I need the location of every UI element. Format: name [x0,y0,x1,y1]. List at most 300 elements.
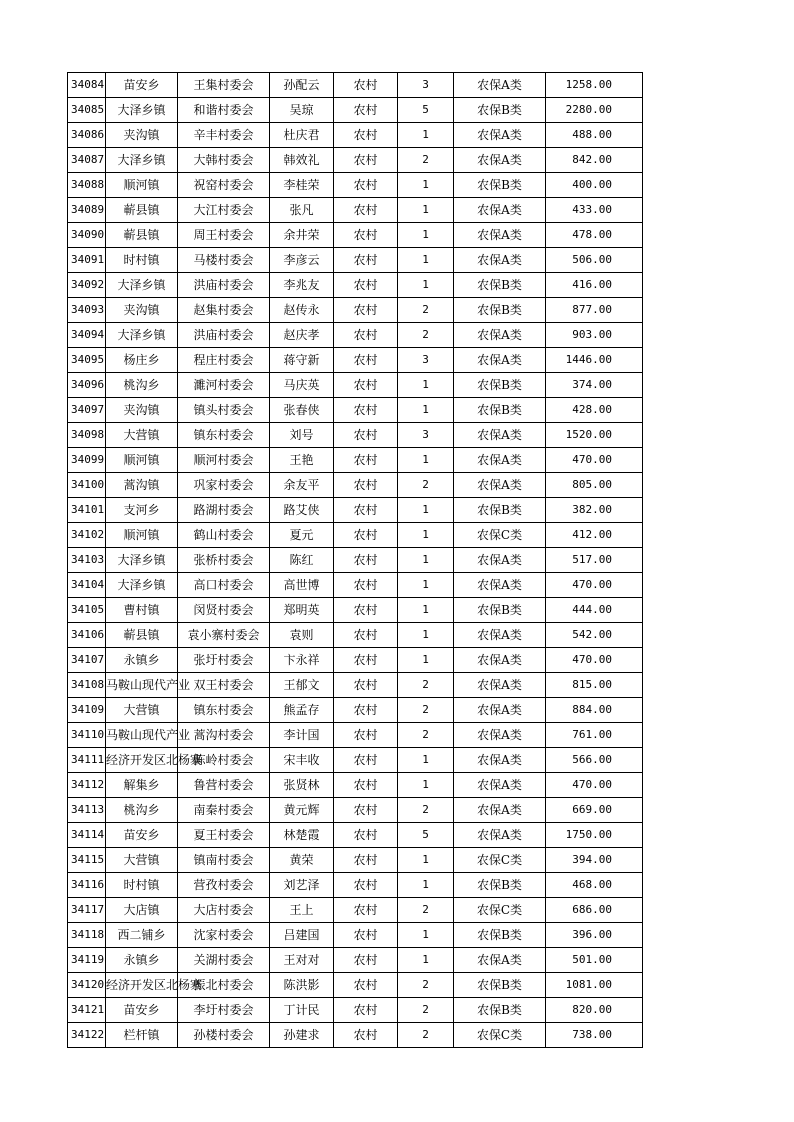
insurance-category-cell: 农保B类 [454,973,546,998]
amount-cell: 761.00 [546,723,643,748]
amount-cell: 669.00 [546,798,643,823]
table-row [68,798,643,823]
recipient-name-cell: 郑明英 [270,598,334,623]
record-id: 34105 [68,598,106,623]
township-cell: 曹村镇 [106,598,178,623]
insurance-category-cell: 农保B类 [454,923,546,948]
household-type-cell: 农村 [334,823,398,848]
amount-cell: 542.00 [546,623,643,648]
table-row [68,773,643,798]
record-id: 34116 [68,873,106,898]
township-cell: 蒿沟镇 [106,473,178,498]
household-type-cell: 农村 [334,773,398,798]
township-cell: 大泽乡镇 [106,148,178,173]
village-committee-cell: 闵贤村委会 [178,598,270,623]
amount-cell: 470.00 [546,648,643,673]
household-size-cell: 2 [398,673,454,698]
table-row [68,373,643,398]
record-id: 34117 [68,898,106,923]
township-cell: 苗安乡 [106,823,178,848]
village-committee-cell: 周王村委会 [178,223,270,248]
insurance-category-cell: 农保B类 [454,273,546,298]
township-cell: 蕲县镇 [106,223,178,248]
household-size-cell: 2 [398,973,454,998]
insurance-category-cell: 农保B类 [454,98,546,123]
township-cell: 大店镇 [106,898,178,923]
table-row [68,823,643,848]
village-committee-cell: 祝窑村委会 [178,173,270,198]
village-committee-cell: 路湖村委会 [178,498,270,523]
amount-cell: 903.00 [546,323,643,348]
recipient-name-cell: 李桂荣 [270,173,334,198]
record-id: 34101 [68,498,106,523]
household-size-cell: 1 [398,273,454,298]
recipient-name-cell: 马庆英 [270,373,334,398]
household-type-cell: 农村 [334,998,398,1023]
table-row [68,973,643,998]
record-id: 34093 [68,298,106,323]
amount-cell: 400.00 [546,173,643,198]
township-cell: 桃沟乡 [106,373,178,398]
township-cell: 苗安乡 [106,73,178,98]
insurance-category-cell: 农保C类 [454,848,546,873]
amount-cell: 2280.00 [546,98,643,123]
township-cell: 大营镇 [106,848,178,873]
record-id: 34109 [68,698,106,723]
recipient-name-cell: 高世博 [270,573,334,598]
household-size-cell: 2 [398,148,454,173]
household-size-cell: 2 [398,473,454,498]
table-row [68,748,643,773]
insurance-category-cell: 农保A类 [454,723,546,748]
village-committee-cell: 大韩村委会 [178,148,270,173]
household-type-cell: 农村 [334,423,398,448]
roster-body [68,73,643,1048]
welfare-roster-table [67,72,643,1048]
recipient-name-cell: 赵庆孝 [270,323,334,348]
amount-cell: 382.00 [546,498,643,523]
township-cell: 栏杆镇 [106,1023,178,1048]
household-size-cell: 1 [398,598,454,623]
insurance-category-cell: 农保A类 [454,548,546,573]
village-committee-cell: 大店村委会 [178,898,270,923]
township-cell: 蕲县镇 [106,198,178,223]
amount-cell: 1258.00 [546,73,643,98]
amount-cell: 884.00 [546,698,643,723]
record-id: 34089 [68,198,106,223]
record-id: 34103 [68,548,106,573]
record-id: 34122 [68,1023,106,1048]
village-committee-cell: 孙楼村委会 [178,1023,270,1048]
table-row [68,873,643,898]
township-cell: 夹沟镇 [106,298,178,323]
township-cell: 经济开发区北杨寨 [106,973,178,998]
village-committee-cell: 镇南村委会 [178,848,270,873]
table-row [68,673,643,698]
insurance-category-cell: 农保B类 [454,373,546,398]
recipient-name-cell: 袁则 [270,623,334,648]
record-id: 34096 [68,373,106,398]
amount-cell: 1750.00 [546,823,643,848]
insurance-category-cell: 农保A类 [454,248,546,273]
household-size-cell: 1 [398,448,454,473]
insurance-category-cell: 农保B类 [454,998,546,1023]
record-id: 34119 [68,948,106,973]
household-size-cell: 1 [398,548,454,573]
record-id: 34118 [68,923,106,948]
village-committee-cell: 李圩村委会 [178,998,270,1023]
township-cell: 夹沟镇 [106,398,178,423]
table-row [68,273,643,298]
insurance-category-cell: 农保A类 [454,223,546,248]
household-type-cell: 农村 [334,323,398,348]
household-type-cell: 农村 [334,723,398,748]
recipient-name-cell: 王郁文 [270,673,334,698]
record-id: 34121 [68,998,106,1023]
recipient-name-cell: 余井荣 [270,223,334,248]
household-type-cell: 农村 [334,448,398,473]
household-type-cell: 农村 [334,498,398,523]
recipient-name-cell: 陈红 [270,548,334,573]
record-id: 34115 [68,848,106,873]
village-committee-cell: 振北村委会 [178,973,270,998]
record-id: 34111 [68,748,106,773]
record-id: 34113 [68,798,106,823]
recipient-name-cell: 陈洪影 [270,973,334,998]
amount-cell: 877.00 [546,298,643,323]
insurance-category-cell: 农保A类 [454,148,546,173]
household-size-cell: 1 [398,173,454,198]
amount-cell: 686.00 [546,898,643,923]
village-committee-cell: 张桥村委会 [178,548,270,573]
record-id: 34106 [68,623,106,648]
township-cell: 支河乡 [106,498,178,523]
recipient-name-cell: 夏元 [270,523,334,548]
village-committee-cell: 镇东村委会 [178,698,270,723]
village-committee-cell: 双王村委会 [178,673,270,698]
village-committee-cell: 南秦村委会 [178,798,270,823]
township-cell: 顺河镇 [106,523,178,548]
township-cell: 大泽乡镇 [106,323,178,348]
village-committee-cell: 夏王村委会 [178,823,270,848]
record-id: 34098 [68,423,106,448]
amount-cell: 805.00 [546,473,643,498]
amount-cell: 470.00 [546,773,643,798]
township-cell: 大泽乡镇 [106,273,178,298]
household-size-cell: 3 [398,73,454,98]
township-cell: 顺河镇 [106,173,178,198]
recipient-name-cell: 李兆友 [270,273,334,298]
household-size-cell: 2 [398,898,454,923]
insurance-category-cell: 农保A类 [454,798,546,823]
insurance-category-cell: 农保C类 [454,1023,546,1048]
household-size-cell: 1 [398,573,454,598]
table-row [68,498,643,523]
insurance-category-cell: 农保A类 [454,448,546,473]
table-row [68,898,643,923]
record-id: 34097 [68,398,106,423]
household-type-cell: 农村 [334,848,398,873]
amount-cell: 842.00 [546,148,643,173]
recipient-name-cell: 王对对 [270,948,334,973]
table-row [68,73,643,98]
household-type-cell: 农村 [334,348,398,373]
village-committee-cell: 王集村委会 [178,73,270,98]
household-type-cell: 农村 [334,73,398,98]
household-size-cell: 2 [398,998,454,1023]
household-type-cell: 农村 [334,623,398,648]
township-cell: 大营镇 [106,698,178,723]
record-id: 34108 [68,673,106,698]
insurance-category-cell: 农保B类 [454,873,546,898]
insurance-category-cell: 农保B类 [454,598,546,623]
insurance-category-cell: 农保A类 [454,423,546,448]
household-type-cell: 农村 [334,223,398,248]
table-row [68,198,643,223]
insurance-category-cell: 农保A类 [454,673,546,698]
household-type-cell: 农村 [334,648,398,673]
village-committee-cell: 辛丰村委会 [178,123,270,148]
recipient-name-cell: 张春侠 [270,398,334,423]
insurance-category-cell: 农保A类 [454,73,546,98]
household-size-cell: 1 [398,948,454,973]
township-cell: 夹沟镇 [106,123,178,148]
amount-cell: 566.00 [546,748,643,773]
village-committee-cell: 镇头村委会 [178,398,270,423]
household-size-cell: 1 [398,648,454,673]
amount-cell: 444.00 [546,598,643,623]
village-committee-cell: 巩家村委会 [178,473,270,498]
household-type-cell: 农村 [334,798,398,823]
household-type-cell: 农村 [334,548,398,573]
insurance-category-cell: 农保A类 [454,473,546,498]
amount-cell: 468.00 [546,873,643,898]
village-committee-cell: 马楼村委会 [178,248,270,273]
household-size-cell: 1 [398,123,454,148]
household-size-cell: 1 [398,773,454,798]
table-row [68,398,643,423]
household-type-cell: 农村 [334,398,398,423]
village-committee-cell: 沈家村委会 [178,923,270,948]
household-size-cell: 2 [398,723,454,748]
recipient-name-cell: 黄荣 [270,848,334,873]
record-id: 34112 [68,773,106,798]
table-row [68,448,643,473]
recipient-name-cell: 丁计民 [270,998,334,1023]
amount-cell: 470.00 [546,573,643,598]
insurance-category-cell: 农保B类 [454,173,546,198]
record-id: 34102 [68,523,106,548]
table-row [68,923,643,948]
household-type-cell: 农村 [334,673,398,698]
household-size-cell: 2 [398,1023,454,1048]
insurance-category-cell: 农保A类 [454,648,546,673]
insurance-category-cell: 农保A类 [454,748,546,773]
amount-cell: 416.00 [546,273,643,298]
recipient-name-cell: 卞永祥 [270,648,334,673]
village-committee-cell: 濉河村委会 [178,373,270,398]
village-committee-cell: 营孜村委会 [178,873,270,898]
record-id: 34091 [68,248,106,273]
township-cell: 时村镇 [106,248,178,273]
record-id: 34099 [68,448,106,473]
table-row [68,1023,643,1048]
amount-cell: 506.00 [546,248,643,273]
insurance-category-cell: 农保A类 [454,773,546,798]
insurance-category-cell: 农保B类 [454,498,546,523]
recipient-name-cell: 张凡 [270,198,334,223]
insurance-category-cell: 农保B类 [454,398,546,423]
household-size-cell: 1 [398,223,454,248]
household-size-cell: 1 [398,873,454,898]
insurance-category-cell: 农保A类 [454,823,546,848]
household-size-cell: 2 [398,298,454,323]
record-id: 34085 [68,98,106,123]
amount-cell: 478.00 [546,223,643,248]
recipient-name-cell: 刘号 [270,423,334,448]
amount-cell: 374.00 [546,373,643,398]
village-committee-cell: 鹤山村委会 [178,523,270,548]
household-size-cell: 1 [398,523,454,548]
village-committee-cell: 顺河村委会 [178,448,270,473]
household-type-cell: 农村 [334,248,398,273]
household-size-cell: 1 [398,498,454,523]
amount-cell: 394.00 [546,848,643,873]
table-row [68,173,643,198]
amount-cell: 1446.00 [546,348,643,373]
household-size-cell: 1 [398,848,454,873]
recipient-name-cell: 吴琼 [270,98,334,123]
amount-cell: 815.00 [546,673,643,698]
table-row [68,123,643,148]
household-size-cell: 1 [398,398,454,423]
recipient-name-cell: 孙配云 [270,73,334,98]
recipient-name-cell: 杜庆君 [270,123,334,148]
table-row [68,723,643,748]
amount-cell: 428.00 [546,398,643,423]
household-type-cell: 农村 [334,923,398,948]
township-cell: 解集乡 [106,773,178,798]
amount-cell: 412.00 [546,523,643,548]
record-id: 34104 [68,573,106,598]
household-type-cell: 农村 [334,948,398,973]
township-cell: 苗安乡 [106,998,178,1023]
village-committee-cell: 程庄村委会 [178,348,270,373]
amount-cell: 470.00 [546,448,643,473]
table-row [68,148,643,173]
table-row [68,948,643,973]
amount-cell: 501.00 [546,948,643,973]
township-cell: 蕲县镇 [106,623,178,648]
recipient-name-cell: 韩效礼 [270,148,334,173]
township-cell: 西二铺乡 [106,923,178,948]
village-committee-cell: 洪庙村委会 [178,273,270,298]
township-cell: 杨庄乡 [106,348,178,373]
insurance-category-cell: 农保C类 [454,523,546,548]
record-id: 34087 [68,148,106,173]
household-type-cell: 农村 [334,298,398,323]
insurance-category-cell: 农保A类 [454,198,546,223]
village-committee-cell: 洪庙村委会 [178,323,270,348]
household-type-cell: 农村 [334,898,398,923]
recipient-name-cell: 林楚霞 [270,823,334,848]
table-row [68,548,643,573]
village-committee-cell: 镇东村委会 [178,423,270,448]
record-id: 34094 [68,323,106,348]
household-size-cell: 5 [398,98,454,123]
village-committee-cell: 高口村委会 [178,573,270,598]
township-cell: 大营镇 [106,423,178,448]
household-type-cell: 农村 [334,573,398,598]
record-id: 34095 [68,348,106,373]
recipient-name-cell: 蒋守新 [270,348,334,373]
table-row [68,248,643,273]
household-type-cell: 农村 [334,198,398,223]
village-committee-cell: 蒿沟村委会 [178,723,270,748]
village-committee-cell: 关湖村委会 [178,948,270,973]
recipient-name-cell: 孙建求 [270,1023,334,1048]
household-type-cell: 农村 [334,873,398,898]
table-row [68,998,643,1023]
recipient-name-cell: 余友平 [270,473,334,498]
table-row [68,523,643,548]
household-size-cell: 2 [398,323,454,348]
township-cell: 顺河镇 [106,448,178,473]
household-size-cell: 3 [398,423,454,448]
township-cell: 经济开发区北杨寨 [106,748,178,773]
household-size-cell: 3 [398,348,454,373]
amount-cell: 1081.00 [546,973,643,998]
table-row [68,298,643,323]
insurance-category-cell: 农保A类 [454,948,546,973]
insurance-category-cell: 农保A类 [454,323,546,348]
township-cell: 桃沟乡 [106,798,178,823]
record-id: 34107 [68,648,106,673]
table-row [68,573,643,598]
household-type-cell: 农村 [334,598,398,623]
household-size-cell: 1 [398,748,454,773]
recipient-name-cell: 赵传永 [270,298,334,323]
recipient-name-cell: 王艳 [270,448,334,473]
household-type-cell: 农村 [334,698,398,723]
township-cell: 大泽乡镇 [106,548,178,573]
recipient-name-cell: 李彦云 [270,248,334,273]
township-cell: 马鞍山现代产业 [106,723,178,748]
insurance-category-cell: 农保A类 [454,698,546,723]
amount-cell: 820.00 [546,998,643,1023]
insurance-category-cell: 农保B类 [454,298,546,323]
record-id: 34100 [68,473,106,498]
village-committee-cell: 鲁营村委会 [178,773,270,798]
household-size-cell: 5 [398,823,454,848]
recipient-name-cell: 李计国 [270,723,334,748]
table-row [68,698,643,723]
household-type-cell: 农村 [334,123,398,148]
township-cell: 马鞍山现代产业 [106,673,178,698]
household-type-cell: 农村 [334,148,398,173]
village-committee-cell: 大江村委会 [178,198,270,223]
recipient-name-cell: 熊孟存 [270,698,334,723]
amount-cell: 433.00 [546,198,643,223]
insurance-category-cell: 农保A类 [454,573,546,598]
village-committee-cell: 张圩村委会 [178,648,270,673]
table-row [68,648,643,673]
record-id: 34084 [68,73,106,98]
record-id: 34092 [68,273,106,298]
household-type-cell: 农村 [334,98,398,123]
record-id: 34086 [68,123,106,148]
table-row [68,598,643,623]
